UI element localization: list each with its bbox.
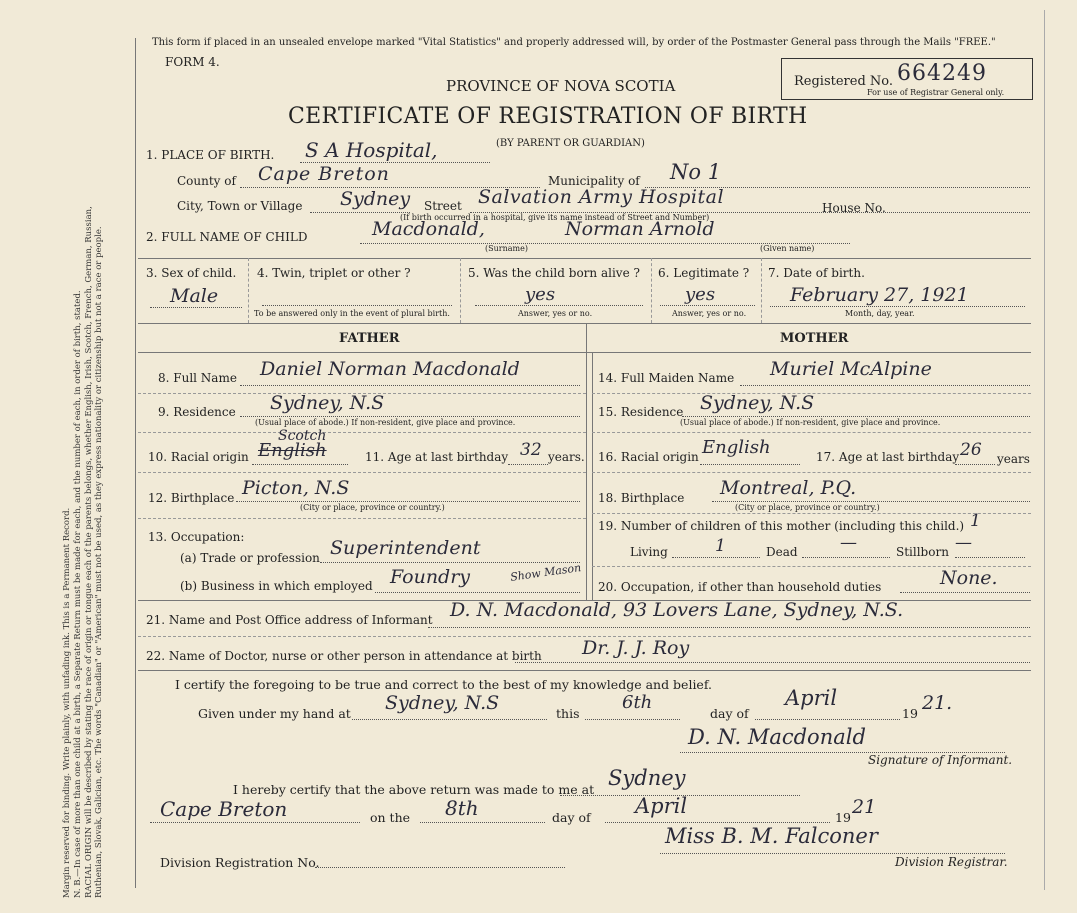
- legitimate-value: yes: [685, 284, 716, 305]
- mother-name-label: 14. Full Maiden Name: [598, 371, 735, 385]
- father-residence-note: (Usual place of abode.) If non-resident, give place and province.: [255, 418, 516, 427]
- margin-line-1: Margin reserved for binding. Write plainly, with unfading ink. This is a Permanent Record.: [62, 507, 72, 898]
- father-occupation-label: 13. Occupation:: [148, 530, 245, 544]
- mother-birthplace-note: (City or place, province or country.): [735, 503, 880, 512]
- twin-line: [262, 305, 452, 306]
- given-name-note: (Given name): [760, 244, 815, 253]
- registrar-on-the-label: on the: [370, 810, 411, 825]
- signature-informant-label: Signature of Informant.: [868, 753, 1013, 767]
- father-row-sep-3: [138, 472, 586, 473]
- father-birthplace-value: Picton, N.S: [242, 477, 350, 499]
- margin-instructions: [62, 28, 132, 898]
- street-value: Salvation Army Hospital: [478, 186, 725, 208]
- registrar-text: I hereby certify that the above return was made to me at: [233, 782, 595, 797]
- doctor-value: Dr. J. J. Roy: [582, 637, 690, 659]
- child-given-name: Norman Arnold: [565, 218, 715, 240]
- alive-line: [475, 305, 643, 306]
- municipality-label: Municipality of: [548, 174, 640, 188]
- hospital-note: (If birth occurred in a hospital, give its name instead of Street and Number): [400, 213, 710, 222]
- municipality-value: No 1: [670, 160, 722, 184]
- registrar-signature: Miss B. M. Falconer: [665, 824, 878, 848]
- mother-occupation-value: None.: [940, 567, 998, 589]
- place-of-birth-label: 1. PLACE OF BIRTH.: [146, 148, 275, 162]
- certify-dayof-label: day of: [710, 706, 749, 721]
- father-row-sep-4: [138, 518, 586, 519]
- certify-this-label: this: [556, 706, 580, 721]
- mother-heading: MOTHER: [780, 331, 849, 346]
- registrar-day-line: [420, 822, 545, 823]
- registrar-county: Cape Breton: [160, 797, 288, 821]
- dead-label: Dead: [766, 545, 798, 559]
- father-business-value: Foundry: [390, 566, 471, 588]
- child-name-label: 2. FULL NAME OF CHILD: [146, 230, 308, 244]
- dead-line: [802, 557, 890, 558]
- father-race-label: 10. Racial origin: [148, 450, 249, 464]
- father-age-line: [508, 464, 548, 465]
- mother-age-label: 17. Age at last birthday: [816, 450, 960, 464]
- margin-line-3: RACIAL ORIGIN will be described by stating the race of origin or tongue each of the parents belongs, whether English, Irish, Scotch, French, German, Russian,: [83, 206, 94, 898]
- sex-value: Male: [170, 285, 219, 307]
- informant-signature: D. N. Macdonald: [688, 725, 866, 749]
- stillborn-value: —: [955, 533, 972, 553]
- registrar-day: 8th: [445, 796, 479, 820]
- registrar-year: 21: [852, 796, 877, 818]
- mother-residence-label: 15. Residence: [598, 405, 684, 419]
- alive-note: Answer, yes or no.: [518, 309, 593, 318]
- mother-race-line: [700, 464, 800, 465]
- mother-row-sep-3: [592, 472, 1031, 473]
- registered-box: [781, 58, 1033, 100]
- right-border-line: [1044, 10, 1045, 890]
- certify-day: 6th: [622, 692, 653, 713]
- father-business-label: (b) Business in which employed: [180, 579, 373, 593]
- left-border-line: [135, 38, 136, 888]
- mother-children-value: 1: [970, 511, 981, 531]
- mother-occupation-label: 20. Occupation, if other than household duties: [598, 580, 882, 594]
- parents-heading-line: [138, 352, 1031, 353]
- dob-line: [770, 306, 1025, 307]
- certify-month: April: [785, 686, 838, 710]
- father-heading: FATHER: [339, 331, 400, 346]
- child-surname: Macdonald,: [372, 218, 485, 240]
- registered-label: Registered No.: [794, 74, 894, 89]
- father-trade-line: [320, 562, 580, 563]
- alive-label: 5. Was the child born alive ?: [468, 266, 640, 280]
- city-label: City, Town or Village: [177, 199, 303, 213]
- house-no-label: House No.: [822, 201, 886, 215]
- father-name-label: 8. Full Name: [158, 371, 237, 385]
- registrar-month: April: [635, 794, 688, 818]
- row3-divider-2: [460, 258, 461, 323]
- father-birthplace-note: (City or place, province or country.): [300, 503, 445, 512]
- dob-value: February 27, 1921: [790, 284, 969, 306]
- certify-month-line: [755, 719, 900, 720]
- father-business-line: [375, 592, 580, 593]
- father-residence-line: [240, 416, 580, 417]
- registrar-place: Sydney: [608, 766, 686, 790]
- place-of-birth-value: S A Hospital,: [305, 138, 438, 162]
- city-value: Sydney: [340, 188, 411, 210]
- father-age-label: 11. Age at last birthday: [365, 450, 509, 464]
- doctor-label: 22. Name of Doctor, nurse or other person in attendance at birth: [146, 649, 542, 663]
- province-heading: PROVINCE OF NOVA SCOTIA: [446, 77, 676, 95]
- certify-place-line: [352, 719, 547, 720]
- alive-value: yes: [525, 284, 556, 305]
- mother-name-line: [740, 385, 1030, 386]
- stillborn-label: Stillborn: [896, 545, 949, 559]
- dob-note: Month, day, year.: [845, 309, 915, 318]
- father-name-value: Daniel Norman Macdonald: [260, 358, 520, 380]
- row3-bottom-line: [138, 323, 1031, 324]
- father-race-line: [252, 464, 348, 465]
- given-under-label: Given under my hand at: [198, 706, 351, 721]
- certify-text: I certify the foregoing to be true and correct to the best of my knowledge and belief.: [175, 677, 712, 692]
- row3-top-line: [138, 258, 1031, 259]
- parents-divider: [586, 323, 587, 600]
- father-birthplace-label: 12. Birthplace: [148, 491, 235, 505]
- mother-birthplace-line: [712, 501, 1030, 502]
- county-label: County of: [177, 174, 236, 188]
- sex-line: [150, 307, 242, 308]
- margin-line-4: Ruthenian, Slovak, Galician, etc. The words "Canadian" or "American" must not be used, as they express nationality or citizenship but not a race or people.: [94, 226, 105, 898]
- doctor-line: [515, 662, 1030, 663]
- row3-divider-4: [761, 258, 762, 323]
- father-trade-value: Superintendent: [330, 537, 481, 559]
- mother-name-value: Muriel McAlpine: [770, 358, 932, 380]
- mother-children-label: 19. Number of children of this mother (including this child.): [598, 519, 965, 533]
- mother-occupation-line: [900, 592, 1030, 593]
- registrar-year-prefix: 19: [835, 810, 851, 825]
- living-value: 1: [715, 536, 726, 556]
- informant-line: [428, 627, 1030, 628]
- row3-divider-3: [651, 258, 652, 323]
- mother-residence-note: (Usual place of abode.) If non-resident, give place and province.: [680, 418, 941, 427]
- certificate-subtitle: (BY PARENT OR GUARDIAN): [496, 138, 645, 149]
- county-value: Cape Breton: [258, 163, 390, 185]
- father-race-value: English: [258, 440, 327, 461]
- stillborn-line: [955, 557, 1025, 558]
- mother-birthplace-label: 18. Birthplace: [598, 491, 685, 505]
- mother-row-sep-4: [592, 513, 1031, 514]
- registered-number: 664249: [897, 61, 987, 86]
- form-number: FORM 4.: [165, 55, 220, 69]
- father-race-correction: Scotch: [278, 428, 327, 444]
- father-business-note: Show Mason: [509, 561, 582, 584]
- registrar-dayof-label: day of: [552, 810, 591, 825]
- sex-label: 3. Sex of child.: [146, 266, 237, 280]
- mother-age-value: 26: [960, 440, 982, 460]
- mother-birthplace-value: Montreal, P.Q.: [720, 477, 857, 499]
- registered-note: For use of Registrar General only.: [867, 88, 1005, 97]
- father-residence-value: Sydney, N.S: [270, 392, 385, 414]
- doctor-bottom-line: [138, 670, 1031, 671]
- father-age-years: years.: [548, 450, 585, 464]
- informant-value: D. N. Macdonald, 93 Lovers Lane, Sydney, N.S.: [450, 599, 904, 621]
- registrar-county-line: [150, 822, 360, 823]
- registrar-month-line: [605, 822, 830, 823]
- mail-notice: This form if placed in an unsealed envelope marked "Vital Statistics" and properly addressed will, by order of the Postmaster General pass through the Mails "FREE.": [152, 37, 996, 48]
- mother-race-label: 16. Racial origin: [598, 450, 699, 464]
- legitimate-label: 6. Legitimate ?: [658, 266, 750, 280]
- certify-place: Sydney, N.S: [385, 692, 500, 714]
- father-residence-label: 9. Residence: [158, 405, 236, 419]
- margin-line-2: N. B.—In case of more than one child at a birth, a Separate Return must be made for each, and the number of each, in order of birth, stated.: [72, 290, 83, 898]
- father-trade-label: (a) Trade or profession: [180, 551, 320, 565]
- mother-age-line: [955, 464, 995, 465]
- dead-value: —: [840, 533, 857, 553]
- mother-residence-line: [682, 416, 1030, 417]
- certify-year-prefix: 19: [902, 706, 918, 721]
- division-registrar-label: Division Registrar.: [895, 855, 1008, 869]
- father-age-value: 32: [520, 440, 542, 460]
- street-label: Street: [424, 199, 462, 213]
- mother-age-years: years: [997, 452, 1030, 466]
- father-row-sep-2: [138, 432, 586, 433]
- mother-race-value: English: [702, 437, 771, 458]
- twin-label: 4. Twin, triplet or other ?: [257, 266, 411, 280]
- surname-note: (Surname): [485, 244, 528, 253]
- city-line: [310, 212, 410, 213]
- dob-label: 7. Date of birth.: [768, 266, 865, 280]
- division-registration-label: Division Registration No.: [160, 855, 320, 870]
- row3-divider-1: [248, 258, 249, 323]
- legitimate-note: Answer, yes or no.: [672, 309, 747, 318]
- registrar-signature-line: [660, 853, 1005, 854]
- certify-day-line: [585, 719, 680, 720]
- mother-row-sep-2: [592, 432, 1031, 433]
- certify-year: 21.: [922, 692, 953, 714]
- mother-residence-value: Sydney, N.S: [700, 392, 815, 414]
- certificate-title: CERTIFICATE OF REGISTRATION OF BIRTH: [288, 104, 808, 129]
- division-registration-line: [315, 867, 565, 868]
- parents-divider-inner: [592, 352, 593, 600]
- father-birthplace-line: [236, 501, 580, 502]
- twin-note: To be answered only in the event of plural birth.: [254, 309, 450, 318]
- father-name-line: [240, 385, 580, 386]
- informant-label: 21. Name and Post Office address of Informant: [146, 613, 433, 627]
- living-label: Living: [630, 545, 668, 559]
- living-line: [672, 557, 760, 558]
- legitimate-line: [660, 305, 755, 306]
